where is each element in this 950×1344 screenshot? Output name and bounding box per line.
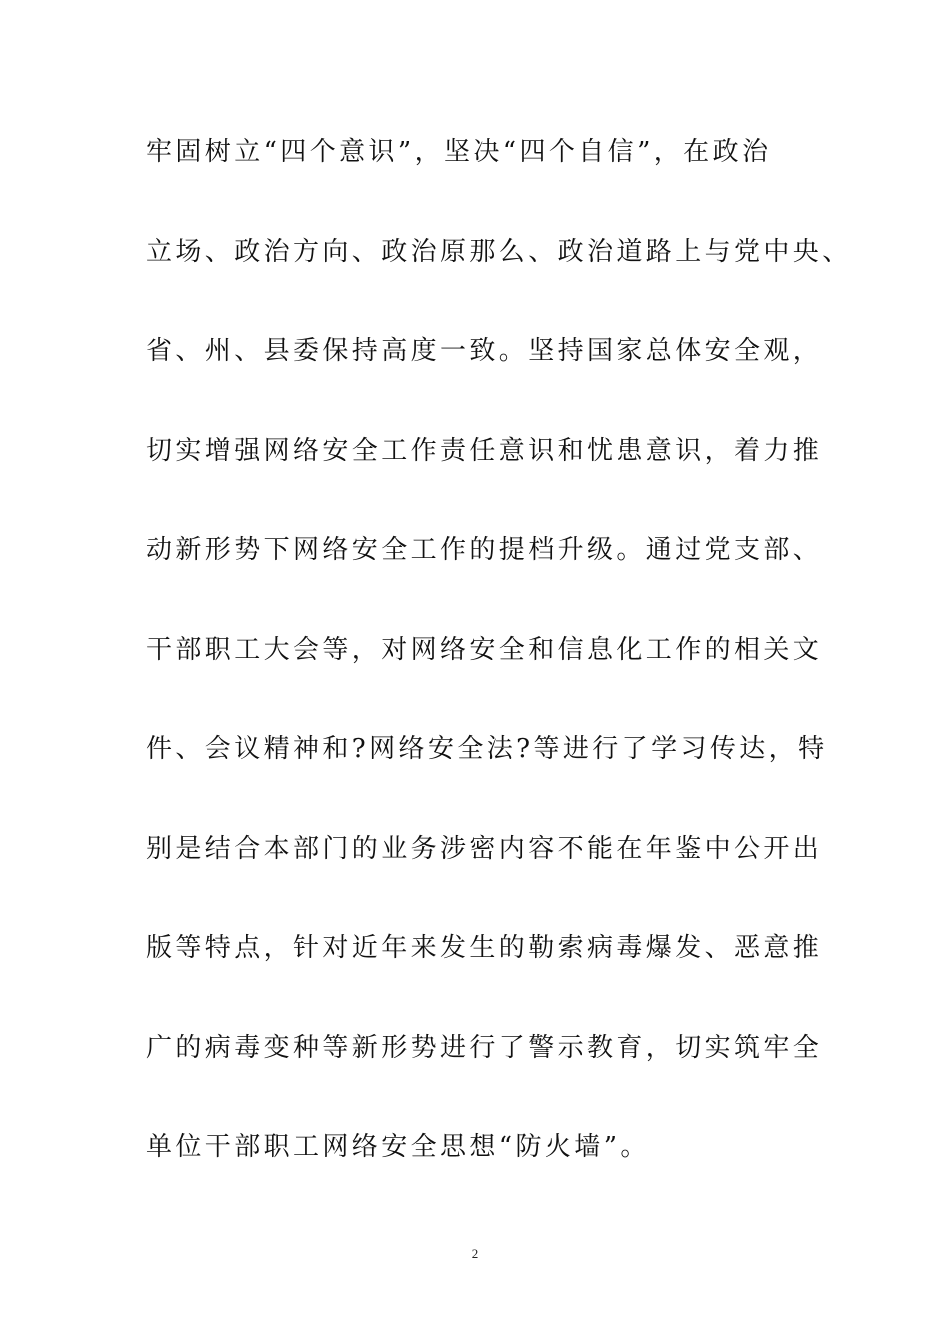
- text-line: 省、州、县委保持高度一致。坚持国家总体安全观，: [146, 336, 823, 366]
- text-line: 广的病毒变种等新形势进行了警示教育，切实筑牢全: [146, 1032, 823, 1063]
- text-line: 切实增强网络安全工作责任意识和忧患意识，着力推: [146, 435, 823, 466]
- text-line: 干部职工大会等，对网络安全和信息化工作的相关文: [146, 634, 823, 665]
- body-text: [146, 126, 852, 1221]
- text-line: 别是结合本部门的业务涉密内容不能在年鉴中公开出: [146, 833, 823, 864]
- text-line: 立场、政治方向、政治原那么、政治道路上与党中央、: [146, 236, 852, 267]
- text-line: 件、会议精神和?网络安全法?等进行了学习传达，特: [146, 734, 828, 764]
- text-line: 动新形势下网络安全工作的提档升级。通过党支部、: [146, 535, 823, 565]
- text-line: 单位干部职工网络安全思想“防火墙”。: [146, 1132, 650, 1162]
- text-line: 牢固树立“四个意识”，坚决“四个自信”，在政治: [146, 137, 772, 167]
- page-number: 2: [471, 1246, 479, 1261]
- text-line: 版等特点，针对近年来发生的勒索病毒爆发、恶意推: [146, 933, 823, 963]
